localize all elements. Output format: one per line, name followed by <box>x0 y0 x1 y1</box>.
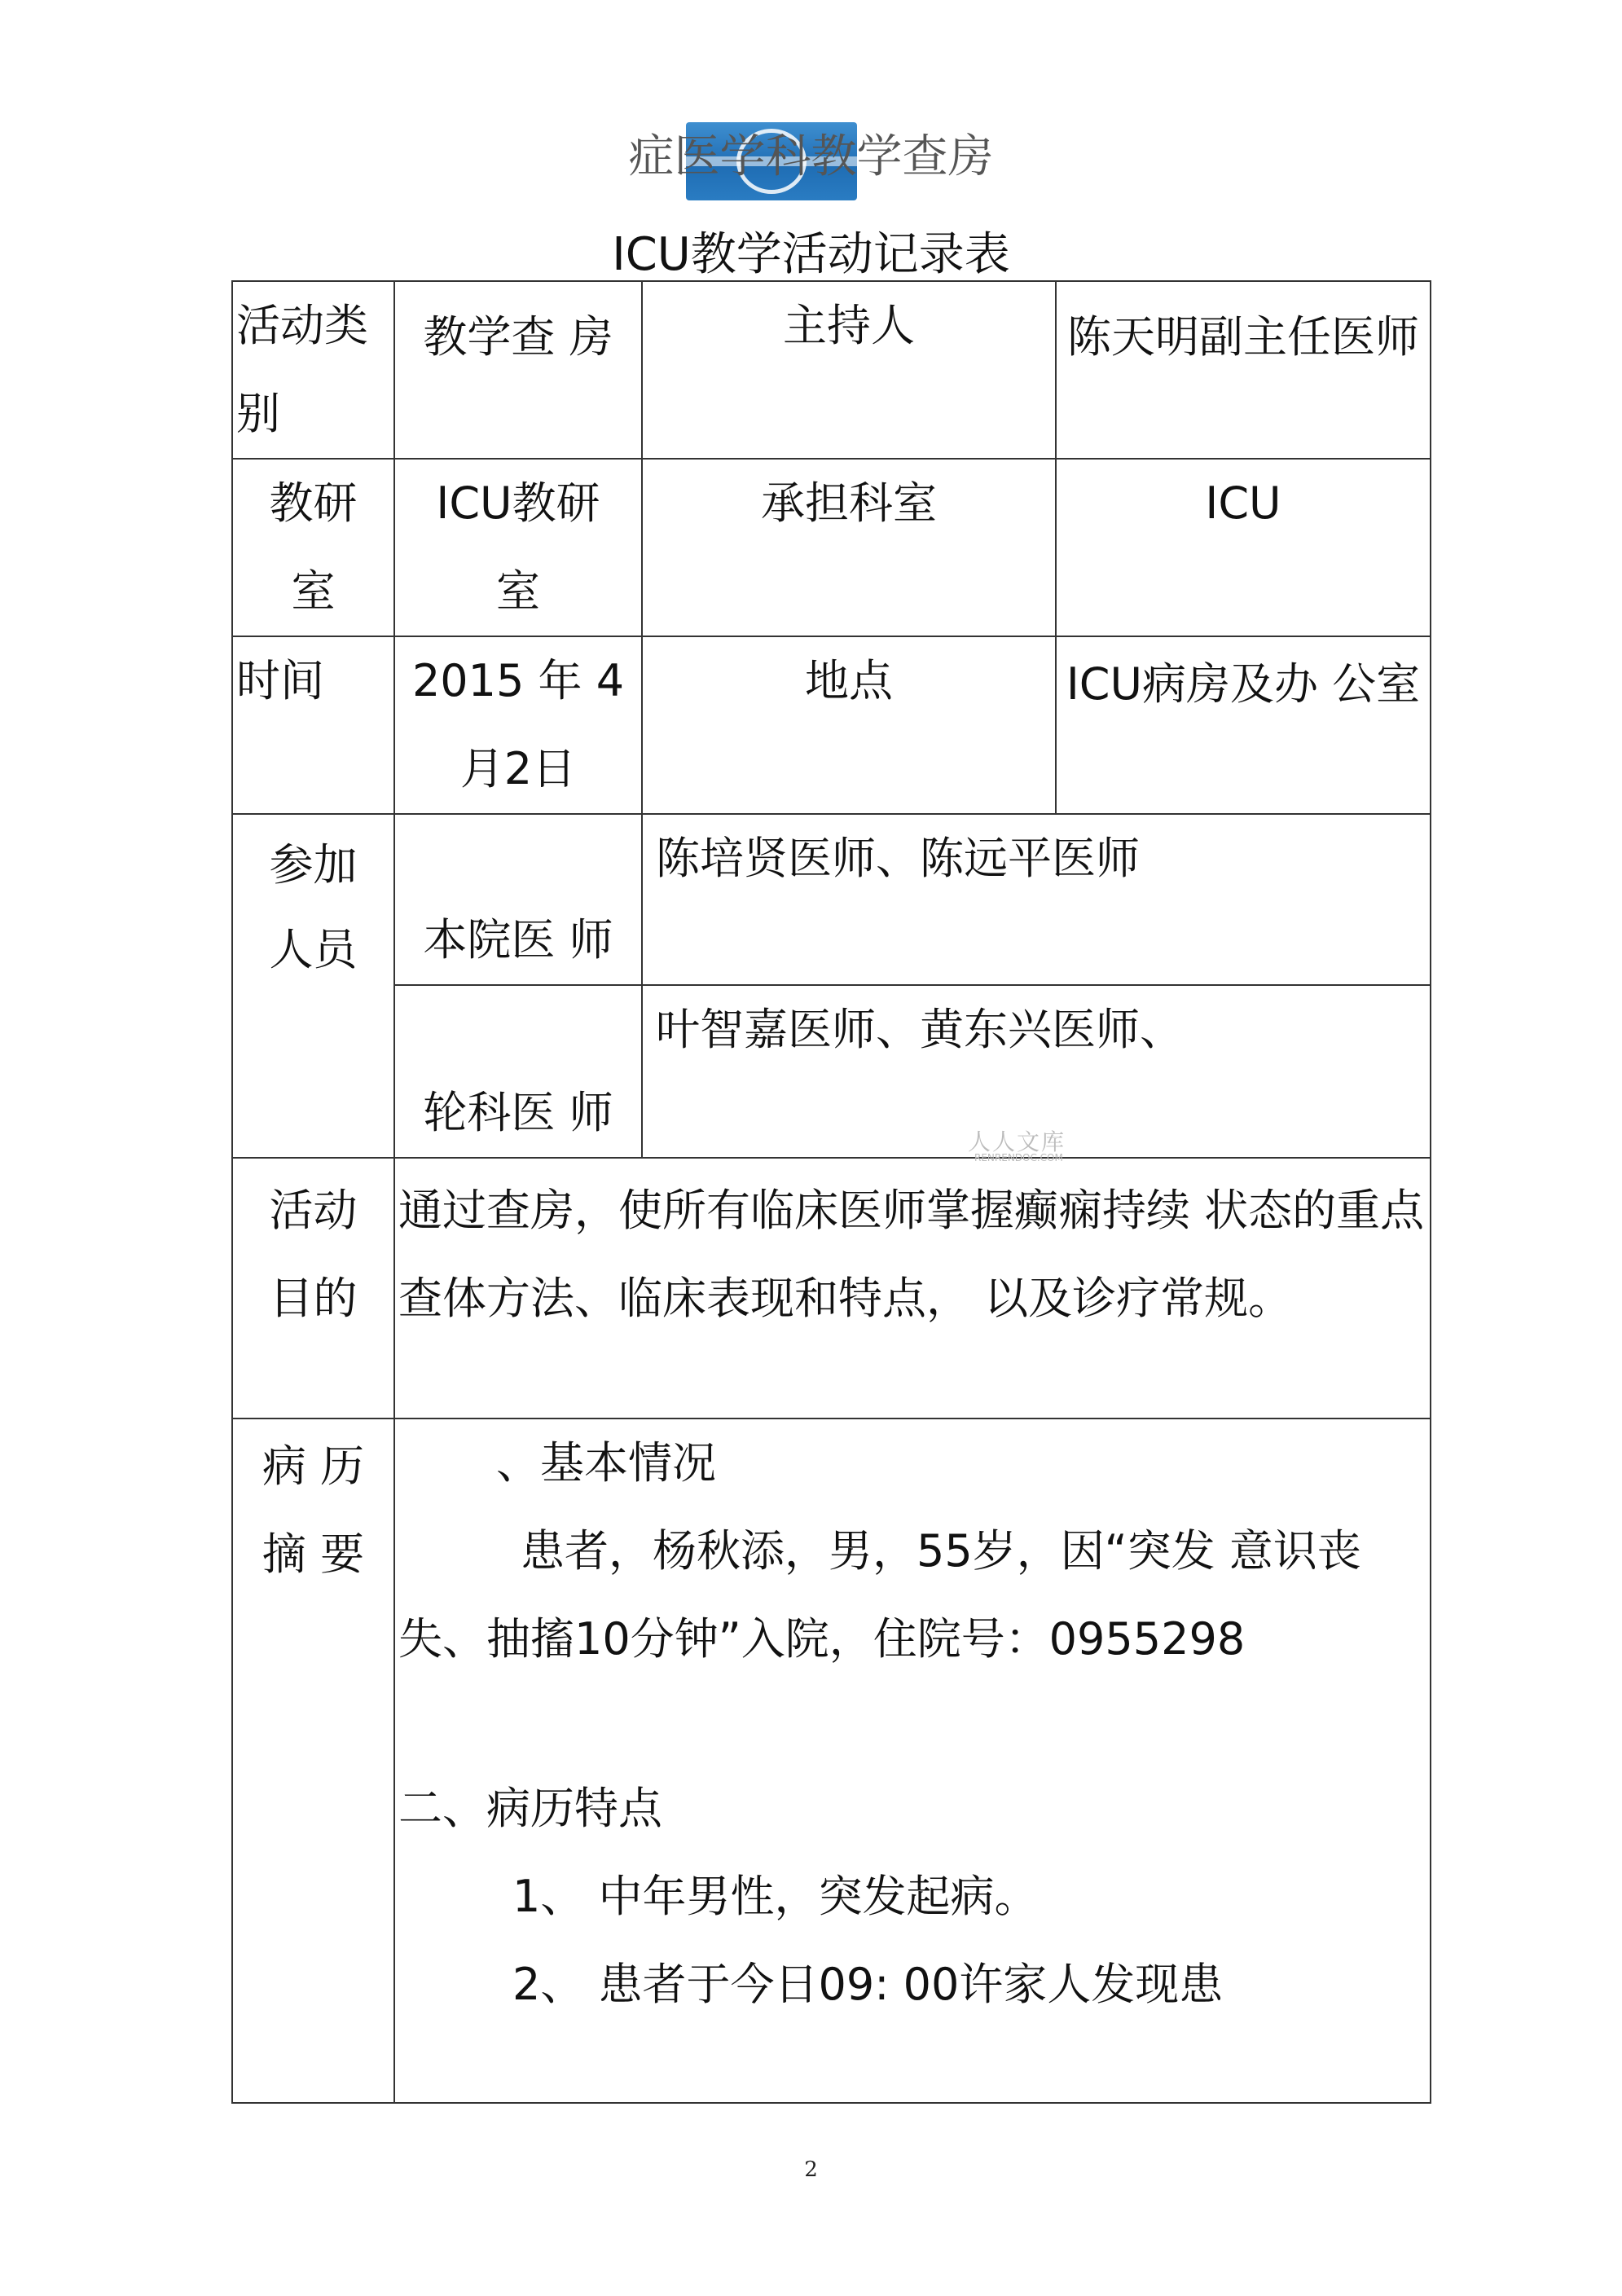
time-value: 2015 年 4月2日 <box>394 636 642 814</box>
own-doctors-label: 本院医 师 <box>394 814 642 985</box>
table-row <box>232 636 1431 814</box>
place-value: ICU病房及办 公室 <box>1056 636 1431 814</box>
host-value: 陈天明副主任医师 <box>1056 281 1431 459</box>
watermark-sub: RENRENDOC.COM <box>974 1152 1063 1163</box>
time-label: 时间 <box>232 636 394 814</box>
table-row <box>232 1419 1431 2103</box>
participants-label: 参加人员 <box>232 814 394 1158</box>
table-row <box>232 985 1431 1158</box>
purpose-value: 通过查房，使所有临床医师掌握癫痫持续 状态的重点查体方法、临床表现和特点， 以及诊疗常规。 <box>394 1158 1431 1419</box>
section-label: 教研室 <box>232 459 394 636</box>
purpose-label: 活动目的 <box>232 1158 394 1419</box>
basic-info-heading: 、基本情况 <box>496 1437 716 1489</box>
own-doctors-value: 陈培贤医师、陈远平医师 <box>642 814 1431 985</box>
activity-type-label: 活动类别 <box>232 281 394 459</box>
table-row <box>232 281 1431 459</box>
activity-type-value: 教学查 房 <box>394 281 642 459</box>
page-header-title: 症医学科教学查房 <box>628 130 994 183</box>
table-row <box>232 1158 1431 1419</box>
place-label: 地点 <box>642 636 1056 814</box>
dept-label: 承担科室 <box>642 459 1056 636</box>
host-label: 主持人 <box>642 281 1056 459</box>
case-summary <box>394 1419 1431 2103</box>
rotation-doctors-label: 轮科医 师 <box>394 985 642 1158</box>
summary-label: 病 历摘 要 <box>232 1419 394 2103</box>
form-title: ICU教学活动记录表 <box>612 228 1010 281</box>
basic-info-text: 患者，杨秋添，男，55岁，因“突发 意识丧失、抽搐10分钟”入院，住院号：0955298 <box>398 1525 1361 1665</box>
table-row <box>232 814 1431 985</box>
rotation-doctors-value: 叶智嘉医师、黄东兴医师、 <box>642 985 1431 1158</box>
dept-value: ICU <box>1056 459 1431 636</box>
feature-2: 2、 患者于今日09: 00许家人发现患 <box>512 1959 1224 2010</box>
table-row <box>232 459 1431 636</box>
watermark: 人人文库 <box>968 1128 1066 1155</box>
section-value: ICU教研室 <box>394 459 642 636</box>
activity-record-table <box>231 280 1431 2104</box>
page-number: 2 <box>804 2157 818 2182</box>
feature-1: 1、 中年男性，突发起病。 <box>512 1871 1039 1922</box>
features-heading: 二、病历特点 <box>398 1783 662 1834</box>
